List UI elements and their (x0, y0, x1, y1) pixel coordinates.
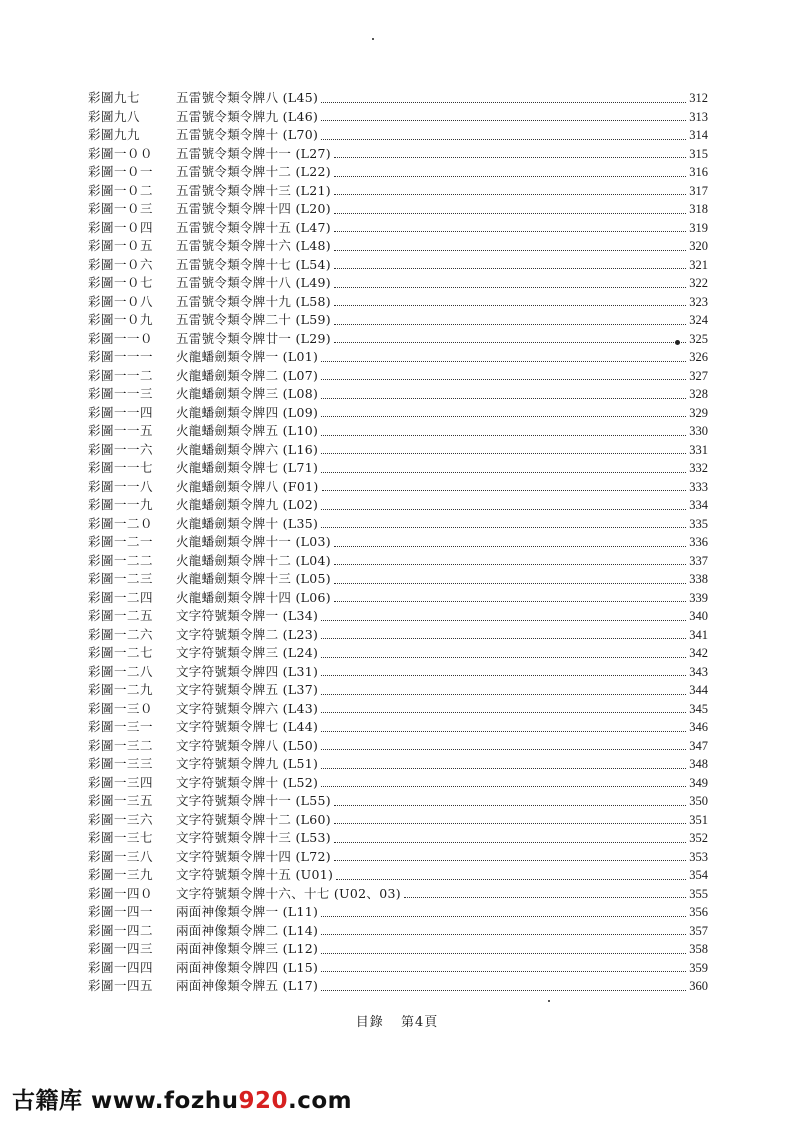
dot-leader (321, 694, 686, 695)
figure-number: 彩圖九八 (88, 108, 141, 124)
dot-leader (334, 583, 686, 584)
entry-title: 五雷號令類令牌十一 (L27) (176, 145, 331, 161)
ink-speck (675, 340, 680, 345)
dot-leader (321, 435, 686, 436)
figure-number: 彩圖一０三 (88, 201, 154, 216)
toc-entry (88, 718, 708, 737)
toc-entry (88, 311, 708, 330)
figure-number: 彩圖一四三 (88, 941, 154, 956)
entry-title: 火龍蟠劍類令牌四 (L09) (176, 404, 319, 420)
dot-leader (321, 934, 686, 935)
entry-title: 文字符號類令牌六 (L43) (176, 700, 319, 716)
dot-leader (334, 342, 686, 343)
entry-title: 五雷號令類令牌九 (L46) (176, 108, 319, 124)
dot-leader (404, 897, 686, 898)
figure-number: 彩圖一０一 (88, 164, 154, 179)
figure-number: 彩圖一一七 (88, 460, 154, 475)
dot-leader (321, 472, 686, 473)
entry-title: 火龍蟠劍類令牌二 (L07) (176, 367, 319, 383)
dot-leader (321, 657, 686, 658)
entry-title: 文字符號類令牌三 (L24) (176, 645, 319, 660)
page-number: 334 (689, 498, 708, 512)
toc-entry (88, 977, 708, 996)
entry-title: 火龍蟠劍類令牌一 (L01) (176, 349, 319, 364)
dot-leader (321, 509, 686, 510)
ink-speck (548, 1000, 550, 1002)
entry-title: 五雷號令類令牌十八 (L49) (176, 275, 331, 290)
toc-entry (88, 256, 708, 275)
figure-number: 彩圖一三０ (88, 700, 154, 716)
watermark-name: 古籍库 (12, 1088, 83, 1114)
dot-leader (334, 213, 686, 214)
figure-number: 彩圖一０五 (88, 238, 154, 253)
entry-title: 兩面神像類令牌三 (L12) (176, 941, 319, 956)
toc-entry (88, 404, 708, 423)
toc-entry (88, 848, 708, 867)
page-number: 360 (689, 979, 708, 993)
figure-number: 彩圖一一０ (88, 330, 154, 346)
page-number: 317 (689, 183, 708, 198)
figure-number: 彩圖九九 (88, 127, 141, 142)
toc-entry (88, 348, 708, 367)
toc-entry (88, 533, 708, 552)
page-number: 326 (689, 350, 708, 364)
toc-entry (88, 330, 708, 349)
page-number: 313 (689, 109, 708, 124)
figure-number: 彩圖九七 (88, 90, 141, 105)
entry-title: 五雷號令類令牌十九 (L58) (176, 293, 331, 309)
dot-leader (334, 823, 686, 824)
page-number: 346 (689, 720, 708, 734)
toc-entry (88, 811, 708, 830)
page-number: 359 (689, 960, 708, 975)
page-number: 336 (689, 535, 708, 549)
dot-leader (334, 564, 686, 565)
figure-number: 彩圖一三二 (88, 737, 154, 753)
entry-title: 火龍蟠劍類令牌十三 (L05) (176, 571, 331, 586)
toc-entry (88, 459, 708, 478)
figure-number: 彩圖一二二 (88, 552, 154, 568)
toc-entry (88, 681, 708, 700)
figure-number: 彩圖一二六 (88, 626, 154, 642)
page-number: 341 (689, 627, 708, 642)
figure-number: 彩圖一四一 (88, 904, 154, 919)
entry-title: 兩面神像類令牌四 (L15) (176, 959, 319, 975)
entry-title: 兩面神像類令牌一 (L11) (176, 904, 319, 919)
page-number: 312 (689, 91, 708, 105)
dot-leader (321, 971, 686, 972)
toc-entry (88, 885, 708, 904)
dot-leader (334, 601, 686, 602)
entry-title: 五雷號令類令牌十七 (L54) (176, 256, 331, 272)
page-number: 344 (689, 683, 708, 697)
dot-leader (321, 453, 686, 454)
toc-entry (88, 367, 708, 386)
page-number: 340 (689, 609, 708, 623)
figure-number: 彩圖一一八 (88, 478, 154, 494)
page-number: 330 (689, 424, 708, 438)
entry-title: 五雷號令類令牌二十 (L59) (176, 312, 331, 327)
page-number: 322 (689, 276, 708, 290)
page-number: 355 (689, 886, 708, 901)
entry-title: 五雷號令類令牌八 (L45) (176, 90, 319, 105)
figure-number: 彩圖一一一 (88, 349, 154, 364)
page-number: 335 (689, 516, 708, 531)
dot-leader (321, 749, 686, 750)
figure-number: 彩圖一三八 (88, 848, 154, 864)
dot-leader (334, 287, 686, 288)
dot-leader (334, 231, 686, 232)
ink-speck (372, 38, 374, 40)
figure-number: 彩圖一三九 (88, 867, 154, 882)
toc-entry (88, 570, 708, 589)
dot-leader (321, 102, 686, 103)
entry-title: 火龍蟠劍類令牌八 (F01) (176, 478, 319, 494)
toc-entry (88, 237, 708, 256)
page-number: 323 (689, 294, 708, 309)
figure-number: 彩圖一四四 (88, 959, 154, 975)
entry-title: 火龍蟠劍類令牌三 (L08) (176, 386, 319, 401)
entry-title: 文字符號類令牌十五 (U01) (176, 867, 334, 882)
toc-entry (88, 108, 708, 127)
figure-number: 彩圖一三一 (88, 719, 154, 734)
dot-leader (334, 268, 686, 269)
dot-leader (334, 157, 686, 158)
toc-entry (88, 478, 708, 497)
entry-title: 文字符號類令牌十三 (L53) (176, 830, 331, 845)
page-number: 345 (689, 701, 708, 716)
toc-entry (88, 866, 708, 885)
toc-entry (88, 589, 708, 608)
toc-entry (88, 644, 708, 663)
entry-title: 文字符號類令牌四 (L31) (176, 663, 319, 679)
page-number: 332 (689, 461, 708, 475)
entry-title: 火龍蟠劍類令牌七 (L71) (176, 460, 319, 475)
figure-number: 彩圖一一二 (88, 367, 154, 383)
page-number: 354 (689, 868, 708, 882)
entry-title: 五雷號令類令牌十三 (L21) (176, 182, 331, 198)
dot-leader (321, 916, 686, 917)
figure-number: 彩圖一四二 (88, 922, 154, 938)
footer-section: 目錄 (355, 1015, 384, 1030)
entry-title: 五雷號令類令牌十六 (L48) (176, 238, 331, 253)
figure-number: 彩圖一二０ (88, 515, 154, 531)
toc-entry (88, 663, 708, 682)
page-number: 319 (689, 220, 708, 235)
figure-number: 彩圖一一六 (88, 441, 154, 457)
figure-number: 彩圖一二四 (88, 589, 154, 605)
dot-leader (336, 879, 686, 880)
toc-entry (88, 829, 708, 848)
figure-number: 彩圖一三六 (88, 811, 154, 827)
entry-title: 文字符號類令牌一 (L34) (176, 608, 319, 623)
toc-entry (88, 89, 708, 108)
entry-title: 文字符號類令牌十二 (L60) (176, 811, 331, 827)
toc-entry (88, 293, 708, 312)
page-number: 328 (689, 387, 708, 401)
page-number: 329 (689, 405, 708, 420)
page-number: 331 (689, 442, 708, 457)
dot-leader (321, 527, 686, 528)
page-number: 316 (689, 165, 708, 179)
page-number: 337 (689, 553, 708, 568)
dot-leader (321, 361, 686, 362)
dot-leader (321, 416, 686, 417)
figure-number: 彩圖一三三 (88, 756, 154, 771)
figure-number: 彩圖一０九 (88, 312, 154, 327)
figure-number: 彩圖一一五 (88, 423, 154, 438)
page-number: 318 (689, 202, 708, 216)
toc-entry (88, 515, 708, 534)
figure-number: 彩圖一二八 (88, 663, 154, 679)
entry-title: 五雷號令類令牌十四 (L20) (176, 201, 331, 216)
dot-leader (334, 324, 686, 325)
toc-entry (88, 700, 708, 719)
toc-entry (88, 922, 708, 941)
toc-entry (88, 182, 708, 201)
figure-number: 彩圖一０二 (88, 182, 154, 198)
entry-title: 火龍蟠劍類令牌五 (L10) (176, 423, 319, 438)
entry-title: 火龍蟠劍類令牌九 (L02) (176, 497, 319, 512)
figure-number: 彩圖一０七 (88, 275, 154, 290)
figure-number: 彩圖一００ (88, 145, 154, 161)
toc-entry (88, 774, 708, 793)
toc-entry (88, 959, 708, 978)
entry-title: 五雷號令類令牌廿一 (L29) (176, 330, 331, 346)
page-number: 357 (689, 923, 708, 938)
figure-number: 彩圖一三七 (88, 830, 154, 845)
dot-leader (321, 953, 686, 954)
figure-number: 彩圖一二九 (88, 682, 154, 697)
page-number: 353 (689, 849, 708, 864)
dot-leader (334, 176, 686, 177)
entry-title: 火龍蟠劍類令牌十二 (L04) (176, 552, 331, 568)
dot-leader (334, 860, 686, 861)
page-number: 324 (689, 313, 708, 327)
toc-entry (88, 626, 708, 645)
dot-leader (334, 805, 686, 806)
dot-leader (321, 398, 686, 399)
entry-title: 文字符號類令牌十一 (L55) (176, 793, 331, 808)
page-number: 342 (689, 646, 708, 660)
entry-title: 文字符號類令牌十 (L52) (176, 774, 319, 790)
toc-entry (88, 737, 708, 756)
dot-leader (334, 250, 686, 251)
figure-number: 彩圖一二三 (88, 571, 154, 586)
figure-number: 彩圖一０八 (88, 293, 154, 309)
entry-title: 文字符號類令牌十四 (L72) (176, 848, 331, 864)
page-number: 339 (689, 590, 708, 605)
toc-entry (88, 274, 708, 293)
entry-title: 文字符號類令牌八 (L50) (176, 737, 319, 753)
toc-entry (88, 755, 708, 774)
page-number: 315 (689, 146, 708, 161)
toc-entry (88, 552, 708, 571)
figure-number: 彩圖一一三 (88, 386, 154, 401)
toc-entry (88, 422, 708, 441)
dot-leader (321, 786, 686, 787)
watermark-domain: www.fozhu920.com (91, 1088, 353, 1114)
dot-leader (321, 990, 686, 991)
toc-entry (88, 903, 708, 922)
page-footer (0, 1011, 794, 1030)
page-number: 321 (689, 257, 708, 272)
entry-title: 火龍蟠劍類令牌十 (L35) (176, 515, 319, 531)
entry-title: 文字符號類令牌五 (L37) (176, 682, 319, 697)
toc-entry (88, 496, 708, 515)
figure-number: 彩圖一三四 (88, 774, 154, 790)
toc-entry (88, 385, 708, 404)
figure-number: 彩圖一四０ (88, 885, 154, 901)
figure-number: 彩圖一三五 (88, 793, 154, 808)
figure-number: 彩圖一四五 (88, 978, 154, 993)
dot-leader (321, 768, 686, 769)
entry-title: 火龍蟠劍類令牌十一 (L03) (176, 534, 331, 549)
entry-title: 火龍蟠劍類令牌十四 (L06) (176, 589, 331, 605)
toc-entry (88, 607, 708, 626)
dot-leader (334, 194, 686, 195)
toc-entry (88, 163, 708, 182)
entry-title: 文字符號類令牌二 (L23) (176, 626, 319, 642)
toc-entry (88, 126, 708, 145)
figure-number: 彩圖一二七 (88, 645, 154, 660)
toc-entry (88, 940, 708, 959)
entry-title: 五雷號令類令牌十五 (L47) (176, 219, 331, 235)
page-number: 356 (689, 905, 708, 919)
page-number: 350 (689, 794, 708, 808)
page-number: 348 (689, 757, 708, 771)
toc-entry (88, 219, 708, 238)
toc-entry (88, 441, 708, 460)
dot-leader (321, 712, 686, 713)
entry-title: 兩面神像類令牌五 (L17) (176, 978, 319, 993)
page-number: 349 (689, 775, 708, 790)
dot-leader (321, 731, 686, 732)
page-number: 338 (689, 572, 708, 586)
entry-title: 文字符號類令牌七 (L44) (176, 719, 319, 734)
figure-number: 彩圖一０六 (88, 256, 154, 272)
dot-leader (321, 638, 686, 639)
figure-number: 彩圖一二一 (88, 534, 154, 549)
page-number: 333 (689, 479, 708, 494)
dot-leader (321, 379, 686, 380)
dot-leader (321, 675, 686, 676)
site-watermark (12, 1082, 352, 1115)
page-number: 327 (689, 368, 708, 383)
figure-number: 彩圖一０四 (88, 219, 154, 235)
figure-number: 彩圖一一四 (88, 404, 154, 420)
toc-entry (88, 145, 708, 164)
page-number: 351 (689, 812, 708, 827)
dot-leader (334, 546, 686, 547)
page-number: 352 (689, 831, 708, 845)
entry-title: 五雷號令類令牌十二 (L22) (176, 164, 331, 179)
dot-leader (334, 842, 686, 843)
page-number: 314 (689, 128, 708, 142)
page-number: 347 (689, 738, 708, 753)
entry-title: 兩面神像類令牌二 (L14) (176, 922, 319, 938)
dot-leader (321, 139, 686, 140)
dot-leader (334, 305, 686, 306)
dot-leader (322, 490, 687, 491)
page-number: 343 (689, 664, 708, 679)
dot-leader (321, 620, 686, 621)
page-number: 320 (689, 239, 708, 253)
footer-page-number: 第4頁 (400, 1015, 439, 1030)
entry-title: 五雷號令類令牌十 (L70) (176, 127, 319, 142)
dot-leader (321, 120, 686, 121)
toc-entry (88, 792, 708, 811)
figure-number: 彩圖一二五 (88, 608, 154, 623)
figure-number: 彩圖一一九 (88, 497, 154, 512)
page-number: 358 (689, 942, 708, 956)
entry-title: 文字符號類令牌十六、十七 (U02、03) (176, 885, 401, 901)
page-number: 325 (689, 331, 708, 346)
toc-entry (88, 200, 708, 219)
table-of-contents (88, 89, 708, 996)
entry-title: 文字符號類令牌九 (L51) (176, 756, 319, 771)
entry-title: 火龍蟠劍類令牌六 (L16) (176, 441, 319, 457)
